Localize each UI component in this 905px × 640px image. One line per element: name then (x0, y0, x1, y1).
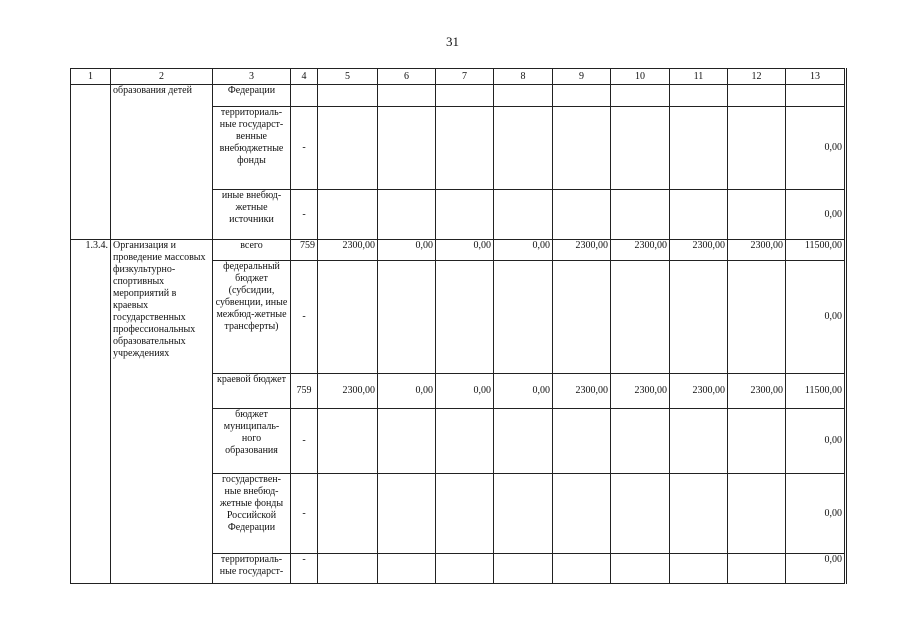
page-number: 31 (446, 34, 459, 49)
budget-table (70, 68, 847, 584)
total-cell: 0,00 (786, 409, 846, 474)
value-cell: 2300,00 (611, 240, 670, 261)
header-cell: 7 (436, 69, 494, 85)
total-cell: 0,00 (786, 554, 846, 584)
value-cell: 2300,00 (318, 374, 378, 409)
total-cell: 11500,00 (786, 240, 846, 261)
header-cell: 1 (71, 69, 111, 85)
source-cell: государствен-ные внебюд-жетные фонды Российской Федерации (213, 474, 291, 554)
code-cell (71, 85, 111, 240)
value-cell: 0,00 (378, 374, 436, 409)
code-cell: 1.3.4. (71, 240, 111, 584)
header-cell: 4 (291, 69, 318, 85)
title-cell: образования детей (111, 85, 213, 240)
value-cell: 2300,00 (728, 240, 786, 261)
total-cell: 0,00 (786, 190, 846, 240)
source-cell: иные внебюд-жетные источники (213, 190, 291, 240)
kbk-cell: - (291, 107, 318, 190)
source-cell: территориаль-ные государст- (213, 554, 291, 584)
header-cell: 11 (670, 69, 728, 85)
kbk-cell: - (291, 474, 318, 554)
total-cell: 0,00 (786, 474, 846, 554)
value-cell: 0,00 (436, 374, 494, 409)
header-cell: 5 (318, 69, 378, 85)
kbk-cell: 759 (291, 240, 318, 261)
value-cell: 2300,00 (553, 240, 611, 261)
value-cell: 0,00 (494, 240, 553, 261)
header-cell: 9 (553, 69, 611, 85)
header-cell: 10 (611, 69, 670, 85)
table-row (71, 240, 846, 261)
source-cell: бюджет муниципаль-ного образования (213, 409, 291, 474)
value-cell: 2300,00 (670, 240, 728, 261)
total-cell: 0,00 (786, 107, 846, 190)
kbk-cell: - (291, 554, 318, 584)
header-cell: 3 (213, 69, 291, 85)
value-cell: 2300,00 (553, 374, 611, 409)
header-cell: 2 (111, 69, 213, 85)
kbk-cell: - (291, 190, 318, 240)
value-cell: 0,00 (436, 240, 494, 261)
total-cell: 11500,00 (786, 374, 846, 409)
header-cell: 12 (728, 69, 786, 85)
source-cell: всего (213, 240, 291, 261)
kbk-cell: 759 (291, 374, 318, 409)
value-cell: 0,00 (378, 240, 436, 261)
value-cell: 2300,00 (611, 374, 670, 409)
source-cell: территориаль-ные государст-венные внебюджетные фонды (213, 107, 291, 190)
header-cell: 6 (378, 69, 436, 85)
kbk-cell: - (291, 409, 318, 474)
source-cell: краевой бюджет (213, 374, 291, 409)
source-cell: федеральный бюджет (субсидии, субвенции, иные межбюд-жетные трансферты) (213, 261, 291, 374)
kbk-cell: - (291, 261, 318, 374)
title-cell: Организация и проведение массовых физкультурно-спортивных мероприятий в краевых государственных профессиональных образовательных учреждениях (111, 240, 213, 584)
header-cell: 13 (786, 69, 846, 85)
total-cell: 0,00 (786, 261, 846, 374)
value-cell: 2300,00 (318, 240, 378, 261)
value-cell: 0,00 (494, 374, 553, 409)
source-cell: Федерации (213, 85, 291, 107)
table-row (71, 85, 846, 107)
value-cell: 2300,00 (670, 374, 728, 409)
header-row (71, 69, 846, 85)
value-cell: 2300,00 (728, 374, 786, 409)
header-cell: 8 (494, 69, 553, 85)
